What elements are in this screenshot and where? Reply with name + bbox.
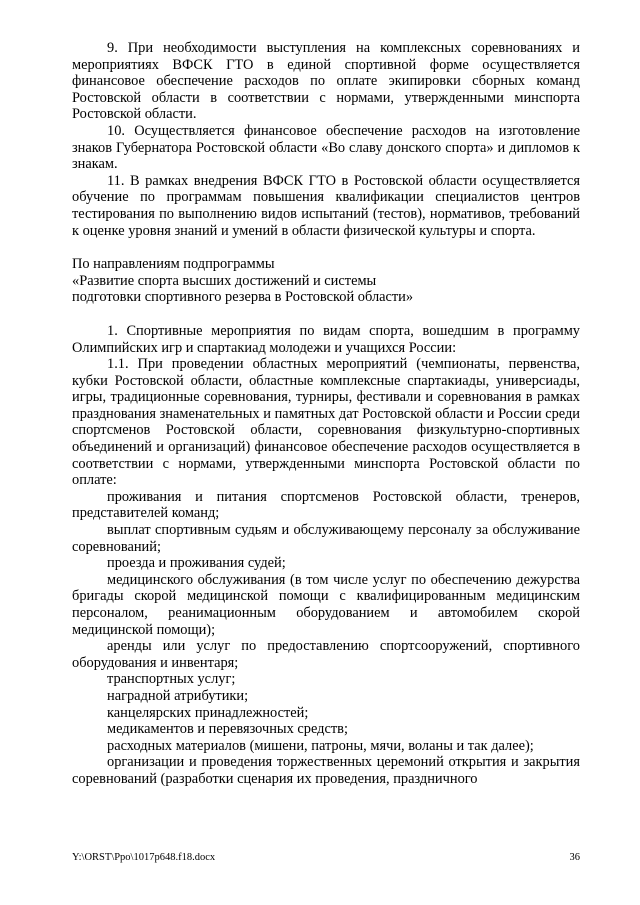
list-item-stationery: канцелярских принадлежностей;	[107, 704, 309, 721]
list-item-judges-payments: выплат спортивным судьям и обслуживающему персоналу за обслуживание соревнований;	[72, 522, 580, 555]
list-item-consumables: расходных материалов (мишени, патроны, мячи, воланы и так далее);	[107, 737, 534, 754]
list-item-awards: наградной атрибутики;	[107, 687, 249, 704]
list-item-medical-service: медицинского обслуживания (в том числе услуг по обеспечению дежурства бригады скорой медицинской помощи с квалифицированным медицинским персоналом, реанимационным оборудованием и автомобилем скорой медицинской помощи);	[72, 571, 580, 638]
paragraph-10: 10. Осуществляется финансовое обеспечение расходов на изготовление знаков Губернатора Ростовской области «Во славу донского спорта» и дипломов к знакам.	[72, 122, 580, 173]
paragraph-9: 9. При необходимости выступления на комплексных соревнованиях и мероприятиях ВФСК ГТО в единой спортивной форме осуществляется финансовое обеспечение расходов по оплате экипировки сборных команд Ростовской области в соответствии с нормами, утвержденными минспорта Ростовской области.	[72, 40, 580, 123]
section-paragraph-1-1: 1.1. При проведении областных мероприятий (чемпионаты, первенства, кубки Ростовской области, областные комплексные спартакиады, универсиады, игры, традиционные соревнования, турниры, фестивали и соревнования в рамках празднования знаменательных и памятных дат Ростовской области и России среди спортсменов Ростовской области, соревнования физкультурно-спортивных объединений и организаций) финансовое обеспечение расходов осуществляется в соответствии с нормами, утвержденными минспорта Ростовской области по оплате:	[72, 356, 580, 489]
list-item-transport: транспортных услуг;	[107, 671, 236, 688]
paragraph-11: 11. В рамках внедрения ВФСК ГТО в Ростовской области осуществляется обучение по программам повышения квалификации специалистов центров тестирования по выполнению видов испытаний (тестов), нормативов, требований к оценке уровня знаний и умений в области физической культуры и спорта.	[72, 172, 580, 239]
subprogram-heading-line-1: По направлениям подпрограммы	[72, 256, 275, 273]
list-item-facility-rent: аренды или услуг по предоставлению спортсооружений, спортивного оборудования и инвентаря;	[72, 638, 580, 671]
list-item-medicines: медикаментов и перевязочных средств;	[107, 721, 348, 738]
page-number: 36	[569, 852, 580, 863]
document-body	[72, 40, 580, 788]
page-footer	[72, 852, 580, 866]
subprogram-heading-line-2: «Развитие спорта высших достижений и системы	[72, 272, 377, 289]
subprogram-heading-line-3: подготовки спортивного резерва в Ростовской области»	[72, 289, 414, 306]
file-path: Y:\ORST\Ppo\1017p648.f18.docx	[72, 852, 216, 863]
list-item-judges-travel: проезда и проживания судей;	[107, 555, 286, 572]
section-paragraph-1: 1. Спортивные мероприятия по видам спорта, вошедшим в программу Олимпийских игр и спартакиад молодежи и учащихся России:	[72, 322, 580, 356]
list-item-lodging: проживания и питания спортсменов Ростовской области, тренеров, представителей команд;	[72, 488, 580, 522]
list-item-ceremonies: организации и проведения торжественных церемоний открытия и закрытия соревнований (разработки сценария их проведения, праздничного	[72, 754, 580, 787]
